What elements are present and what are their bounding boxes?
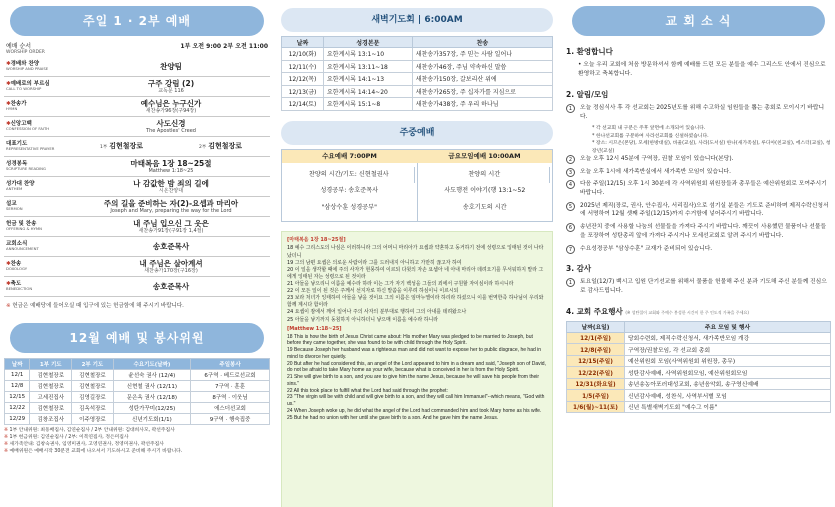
- verse-ko: 19 그의 남편 요셉은 의로운 사람이라 그를 드러내지 아니하고 가만히 끊고자 하여: [287, 259, 462, 266]
- note-line: ※ 새가족안내: 김창숙권사, 임영미권사, 고영연권사, 정영미권사, 곽선주집사: [4, 442, 270, 449]
- verse-en: 24 When Joseph woke up, he did what the angel of the Lord had commanded him and took Mary home as his wife.: [287, 407, 542, 414]
- prayer-leader: 1부 김현철장로: [99, 142, 144, 151]
- order-item-value: 송호준목사: [152, 241, 190, 251]
- table-row: [282, 48, 553, 61]
- order-item-value: 내 주님은 살아계셔 새찬송가170장(구16장): [72, 259, 270, 275]
- table-cell: 신현철 권사 (12/11): [113, 381, 190, 392]
- verse-ko: 20 이 일을 생각할 때에 주의 사자가 현몽하여 이르되 다윗의 자손 요셉아 네 아내 마리아 데려오기를 무서워하지 말라 그에게 잉태된 자는 성령으로 된 것이라: [287, 266, 544, 280]
- events-note: (※ 성탄절이 교회와 주예수 봉성한 시간이 한 주 인도적 가족을 주세요): [625, 309, 749, 315]
- table-cell: 12/31(화요일): [567, 378, 625, 390]
- number-badge: 4: [566, 180, 575, 189]
- verse-en: 23 "The virgin will be with child and will give birth to a son, and they will call him Immanuel"--which means, "God with us.": [287, 394, 545, 408]
- volunteer-notes: [4, 428, 270, 456]
- table-cell: 12/15(주일): [567, 355, 625, 367]
- column-header: 수요기도(날짜): [113, 359, 190, 370]
- table-cell: 12/1: [5, 370, 30, 381]
- welcome-title: 1. 환영합니다: [566, 47, 613, 56]
- order-row: [4, 157, 270, 177]
- table-cell: 김현철장로: [30, 403, 72, 414]
- order-row: [4, 137, 270, 157]
- table-row: [282, 73, 553, 86]
- table-cell: 12/29: [5, 414, 30, 425]
- table-row: [282, 85, 553, 98]
- notice-item: 4 다음 주일(12/15) 오후 1시 30분에 각 사역위원회 위원장들과 총무들은 예산위원회로 모여주시기 바랍니다.: [566, 180, 831, 197]
- table-cell: 12/14(토): [282, 98, 324, 111]
- order-item-sub: 새찬송가96장(구94장): [145, 108, 197, 115]
- dawn-prayer-table: [281, 36, 553, 111]
- column-header: 날짜: [282, 37, 324, 48]
- order-item-value: 예수님은 누구신가 새찬송가96장(구94장): [72, 99, 270, 115]
- order-label-en: WORSHIP ORDER: [6, 50, 45, 55]
- column-header: 날짜: [5, 359, 30, 370]
- table-cell: 요한계시록 15:1~8: [324, 98, 413, 111]
- order-item-label-en: ANTHEM: [6, 186, 23, 192]
- table-cell: 이주영장로: [72, 414, 114, 425]
- number-badge: 5: [566, 202, 575, 211]
- table-cell: 새찬송가357장, 주 믿는 사람 일어나: [412, 48, 552, 61]
- table-cell: 12/22(주일): [567, 367, 625, 379]
- order-item-value: 송호준목사: [152, 281, 190, 291]
- notice-title: 2. 알림/모임: [566, 89, 609, 99]
- order-item-label-en: HYMN: [6, 106, 18, 112]
- order-row: [4, 217, 270, 237]
- notice-item: 6 송년잔치 중에 사용할 나눔의 선물들을 가져다 주시기 바랍니다. 깨끗이 사용했던 물품이나 선물들을 포장하여 성탄총리 앞에 가져다 주시거나 모세선교회로 알려 주시기 바랍니다.: [566, 223, 831, 240]
- order-item-label-en: OFFERING & HYMN: [6, 226, 42, 232]
- table-row: [567, 355, 831, 367]
- table-cell: 김현철장로: [30, 381, 72, 392]
- note-line: ※ 예배위원은 예배시작 30분전 교회에 나오셔서 기도하시고 준비해 주시기 바랍니다.: [4, 449, 270, 456]
- verse-ko: 23 보라 처녀가 잉태하여 아들을 낳을 것이요 그의 이름은 임마누엘이라 하리라 하셨으니 이를 번역한즉 하나님이 우리와 함께 계시다 함이라: [287, 295, 544, 309]
- notice-item: 3 오늘 오후 1시에 새가족반실에서 새가족반 모임이 있습니다.: [566, 168, 831, 177]
- table-cell: 1/5(주일): [567, 390, 625, 402]
- table-cell: 12/1(주일): [567, 332, 625, 344]
- table-row: [5, 370, 270, 381]
- worship-column: [4, 0, 270, 456]
- table-cell: 12/8: [5, 381, 30, 392]
- order-row: [4, 117, 270, 137]
- table-cell: 성탄가꾸미(12/25): [113, 403, 190, 414]
- notice-subnotes: [566, 125, 831, 155]
- order-item-sub: The Apostles' Creed: [146, 128, 196, 135]
- worship-banner: 주일 1 · 2부 예배: [10, 6, 264, 36]
- order-item-value: [72, 142, 270, 151]
- detail-line: 송호기도의 시간: [462, 204, 507, 212]
- order-item-value: 구주 강림 (2) 교독문 116: [72, 79, 270, 95]
- table-cell: 김현철장로: [72, 381, 114, 392]
- thanks-list: [566, 278, 831, 295]
- news-column: [566, 0, 831, 413]
- order-item-label: ✱찬송 DOXOLOGY: [4, 261, 72, 272]
- order-list: [4, 57, 270, 297]
- order-header: [6, 41, 268, 55]
- order-item-value: 나 감값한 밤 죄의 길에 시온찬양대: [72, 179, 270, 195]
- bible-passage: [281, 231, 553, 507]
- column-header: 주일봉사: [191, 359, 270, 370]
- order-item-label: 헌금 및 찬송 OFFERING & HYMN: [4, 221, 72, 232]
- friday-label: 금요모임예배 10:00AM: [417, 150, 552, 163]
- column-header: 날짜(요일): [567, 321, 625, 332]
- events-title: 4. 교회 주요행사 (※ 성탄절이 교회와 주예수 봉성한 시간이 한 주 인도적 가족을 주세요): [566, 306, 749, 316]
- notice-item: 5 2025년 제직(장로, 권사, 안수집사, 서리집사)으로 섬기실 분들은 기도로 준비하며 제직수락신청서에 서명하여 12월 셋째 주일(12/15)까지 수거함에 넣어주시기 바랍니다.: [566, 202, 831, 219]
- detail-line: 사도행전 이야기(행 13:1~52: [444, 187, 526, 195]
- order-item-label-en: CONFESSION OF FAITH: [6, 126, 50, 132]
- notice-item: 1 오늘 정심식사 후 각 선교회는 2025년도를 위해 수고하실 임원들을 뽑는 총회로 모이시기 바랍니다.: [566, 104, 831, 121]
- order-item-label-en: CALL TO WORSHIP: [6, 86, 42, 92]
- order-item-value: 마태복음 1장 18~25절 Matthew 1:18~25: [72, 159, 270, 175]
- volunteer-table: [4, 358, 270, 425]
- table-cell: 구역장/권찰모임, 각 선교회 총회: [625, 344, 831, 356]
- order-item-label: 성경봉독 SCRIPTURE READING: [4, 161, 72, 172]
- note-line: ※ 1부 헌금위원: 김연순집사 / 2부: 이복연집사, 정은미집사: [4, 435, 270, 442]
- order-item-label-en: REPRESENTATIVE PRAYER: [6, 146, 55, 152]
- table-row: [567, 378, 831, 390]
- column-header: 주요 모임 및 행사: [625, 321, 831, 332]
- order-item-label-en: WORSHIP AND PRAISE: [6, 66, 49, 72]
- table-cell: 윤선숙 권사 (12/4): [113, 370, 190, 381]
- wednesday-label: 수요예배 7:00PM: [282, 150, 417, 163]
- number-badge: 6: [566, 223, 575, 232]
- verse-ko: 18 예수 그리스도의 나심은 이러하니라 그의 어머니 마리아가 요셉과 약혼하고 동거하기 전에 성령으로 잉태된 것이 나타났더니: [287, 245, 544, 259]
- star-icon: ✱: [6, 101, 11, 108]
- service-number: 1부: [99, 145, 108, 151]
- order-item-sub: 새찬송가170장(구16장): [144, 268, 198, 275]
- table-cell: 8구역 · 이웃님: [191, 392, 270, 403]
- number-badge: 3: [566, 168, 575, 177]
- thanks-title: 3. 감사: [566, 264, 592, 274]
- order-item-sub: Matthew 1:18~25: [148, 168, 194, 175]
- verse-ko: 21 아들을 낳으리니 이름을 예수라 하라 이는 그가 자기 백성을 그들의 죄에서 구원할 자이심이라 하시니라: [287, 281, 514, 287]
- notice-item: 2 오늘 오후 12시 45분에 구역장, 권찰 모임이 있습니다(본당).: [566, 155, 831, 164]
- order-label: 예배 순서: [6, 43, 32, 50]
- events-table: [566, 321, 831, 414]
- order-item-sub: 새찬송가91장(구91장 1,4절): [138, 228, 204, 235]
- table-cell: 김현철장로: [72, 370, 114, 381]
- order-item-label: 설교 SERMON: [4, 201, 72, 212]
- table-cell: 요한계시록 13:1~10: [324, 48, 413, 61]
- number-badge: 1: [566, 104, 575, 113]
- note-line: ※ 1부 안내위원: 최동배집사, 김연순집사 / 2부 안내위원: 김대희사모, 곽선주집사: [4, 428, 270, 435]
- verse-en: 21 She will give birth to a son, and you are to give him the name Jesus, because he will save his people from their sins.": [287, 374, 540, 387]
- table-cell: 12/11(수): [282, 60, 324, 73]
- verse-en: 18 This is how the birth of Jesus Christ came about: His mother Mary was pledged to be married to Joseph, but before they came together, she was found to be with child through the Holy Spirit.: [287, 333, 533, 347]
- table-cell: 1/6(월)~11(토): [567, 401, 625, 413]
- table-cell: 새찬송가438장, 주 우리 하나님: [412, 98, 552, 111]
- subnote: * 각 선교회 내 구분은 주후 앞면에 소개되어 있습니다.: [592, 125, 831, 132]
- table-cell: 송년송농아포러대성교회, 송년음악회, 송구영신예배: [625, 378, 831, 390]
- order-item-label: ✱축도 BENEDICTION: [4, 281, 72, 292]
- table-cell: 12/8(주일): [567, 344, 625, 356]
- star-icon: ✱: [6, 61, 11, 68]
- table-cell: 새찬송가265장, 주 십자가를 지심으로: [412, 85, 552, 98]
- column-header: 2부 기도: [72, 359, 114, 370]
- verse-ko: 24 요셉이 잠에서 깨어 일어나 주의 사자의 분부대로 행하여 그의 아내를 데려왔으나: [287, 309, 467, 316]
- news-banner: 교 회 소 식: [572, 6, 825, 36]
- order-item-sub: Joseph and Mary, preparing the way for the Lord: [110, 208, 232, 215]
- table-row: [5, 403, 270, 414]
- order-row: [4, 257, 270, 277]
- table-cell: 신년감사예배, 성찬식, 사역부서별 모임: [625, 390, 831, 402]
- volunteer-banner: 12월 예배 및 봉사위원: [10, 323, 264, 353]
- table-cell: 고세진집사: [30, 392, 72, 403]
- order-item-value: 찬양팀: [160, 61, 182, 71]
- table-row: [567, 367, 831, 379]
- column-header: 성경본문: [324, 37, 413, 48]
- order-item-value: 주의 길을 준비하는 자(2)-요셉과 마리아 Joseph and Mary, preparing the way for the Lord: [72, 199, 270, 215]
- order-item-label: 대표기도 REPRESENTATIVE PRAYER: [4, 141, 72, 152]
- table-cell: 9구역 · 행숙집중: [191, 414, 270, 425]
- order-row: [4, 77, 270, 97]
- table-row: [5, 381, 270, 392]
- order-item-label: 교회소식 ANNOUNCEMENT: [4, 241, 72, 252]
- table-cell: 요한계시록 14:14~20: [324, 85, 413, 98]
- order-item-sub: 시온찬양대: [158, 188, 184, 195]
- order-item-label: ✱신앙고백 CONFESSION OF FAITH: [4, 121, 72, 132]
- table-row: [567, 344, 831, 356]
- order-item-label: 성가대 찬양 ANTHEM: [4, 181, 72, 192]
- order-item-label: ✱찬송가 HYMN: [4, 101, 72, 112]
- notice-item: 1 토요일(12/7) 백시고 입원 단기선교를 위해서 물품을 헌물해 주신 분과 기도해 주신 분들께 진심으로 감사드립니다.: [566, 278, 831, 295]
- prayer-leader: 2부 김현철장로: [198, 142, 243, 151]
- order-row: [4, 97, 270, 117]
- verse-ko: 22 이 모든 일이 된 것은 주께서 선지자로 하신 말씀을 이루려 하심이니 이르시되: [287, 288, 459, 295]
- table-cell: 6구역 · 베드로선교회: [191, 370, 270, 381]
- subnote: * 한나선교회를 구분하여 사라선교회를 신설하였습니다.: [592, 133, 831, 140]
- friday-details: [418, 163, 553, 222]
- table-cell: 새찬송가46장, 주님 약속하신 말씀: [412, 60, 552, 73]
- table-row: [567, 390, 831, 402]
- table-cell: 12/10(화): [282, 48, 324, 61]
- table-cell: 문은옥 권사 (12/18): [113, 392, 190, 403]
- order-item-label: ✱경배와 찬양 WORSHIP AND PRAISE: [4, 61, 72, 72]
- order-row: [4, 197, 270, 217]
- order-item-value: 내 주님 입으신 그 옷은 새찬송가91장(구91장 1,4절): [72, 219, 270, 235]
- table-cell: 신년 특별새벽기도회 "예수그 이름": [625, 401, 831, 413]
- detail-line: 찬양의 시간: [420, 167, 551, 184]
- table-cell: 12/15: [5, 392, 30, 403]
- table-cell: 김영길장로: [72, 392, 114, 403]
- order-item-value: 사도신경 The Apostles' Creed: [72, 119, 270, 135]
- order-row: [4, 177, 270, 197]
- order-row: [4, 57, 270, 77]
- order-item-label: ✱예배로의 부르심 CALL TO WORSHIP: [4, 81, 72, 92]
- order-item-label-en: SERMON: [6, 206, 23, 212]
- table-row: [5, 414, 270, 425]
- verse-en: 20 But after he had considered this, an angel of the Lord appeared to him in a dream and said, "Joseph son of David, do not be afraid to take Mary home as your wife, because what is conceived in her is from the Holy Spirit.: [287, 360, 546, 374]
- star-icon: ✱: [6, 81, 11, 88]
- order-item-label-en: SCRIPTURE READING: [6, 166, 46, 172]
- table-row: [282, 60, 553, 73]
- verse-en: 25 But he had no union with her until she gave birth to a son. And he gave him the name Jesus.: [287, 414, 499, 421]
- notice-list: [566, 104, 831, 253]
- table-row: [567, 401, 831, 413]
- order-item-sub: 교독문 116: [158, 88, 184, 95]
- order-row: [4, 277, 270, 297]
- welcome-text: • 오늘 우리 교회에 처음 방문하셔서 함께 예배를 드린 모든 분들을 예수 그리스도 안에서 진심으로 환영하고 축복합니다.: [578, 62, 826, 77]
- subnote: * 장소: 시므온(본당), 모세(한방대실), 바울(교실), 사라(도서실) 한나(새가족실), 루디아(친교실), 에스더(교실), 청장년(교실): [592, 140, 831, 155]
- column-header: 1부 기도: [30, 359, 72, 370]
- service-number: 2부: [198, 145, 207, 151]
- weekday-worship-box: [281, 149, 553, 223]
- table-cell: 12/22: [5, 403, 30, 414]
- number-badge: 7: [566, 245, 575, 254]
- verse-ko: 25 아들을 낳기까지 동침하지 아니하더니 낳으매 이름을 예수라 하니라: [287, 316, 438, 323]
- table-cell: 7구역 · 훈훈: [191, 381, 270, 392]
- table-cell: 12/12(목): [282, 73, 324, 86]
- order-item-label-en: BENEDICTION: [6, 286, 33, 292]
- table-cell: 신년기도회(1/1): [113, 414, 190, 425]
- notice-item: 7 수요성경공부 "삼상수훈" 교재가 준비되어 있습니다.: [566, 245, 831, 254]
- verse-en: 19 Because Joseph her husband was a righteous man and did not want to expose her to public disgrace, he had in mind to divorce her quietly.: [287, 347, 542, 360]
- offering-note: ※ 헌금은 예배당에 들어오실 때 입구에 있는 헌금함에 해 주시기 바랍니다.: [6, 301, 268, 309]
- order-item-label-en: ANNOUNCEMENT: [6, 246, 39, 252]
- order-item-label-en: DOXOLOGY: [6, 266, 28, 272]
- star-icon: ✱: [6, 121, 11, 128]
- table-cell: 에스더선교회: [191, 403, 270, 414]
- verse-en: 22 All this took place to fulfill what the Lord had said through the prophet:: [287, 387, 448, 394]
- table-cell: 김현철장로: [30, 370, 72, 381]
- table-cell: 요한계시록 13:11~18: [324, 60, 413, 73]
- table-cell: 김옥석장로: [72, 403, 114, 414]
- table-cell: 요한계시록 14:1~13: [324, 73, 413, 86]
- table-cell: 12/13(금): [282, 85, 324, 98]
- table-row: [567, 332, 831, 344]
- table-row: [5, 392, 270, 403]
- table-cell: 예산위원회 모임(사역위원회 위원장, 총무): [625, 355, 831, 367]
- dawn-prayer-title: 새벽기도회 | 6:00AM: [281, 8, 553, 32]
- bible-ref-ko: [마태복음 1장 18~25절]: [287, 237, 346, 244]
- table-cell: 성탄감사예배, 사역위원회모임, 예산위원회모임: [625, 367, 831, 379]
- table-row: [282, 98, 553, 111]
- service-times: 1부 오전 9:00 2부 오전 11:00: [180, 43, 268, 50]
- star-icon: ✱: [6, 281, 11, 288]
- number-badge: 1: [566, 278, 575, 287]
- order-row: [4, 237, 270, 257]
- wednesday-details: [282, 163, 418, 222]
- table-cell: 김창조집사: [30, 414, 72, 425]
- weekday-worship-title: 주중예배: [281, 121, 553, 145]
- bible-ref-en: [Matthew 1:18~25]: [287, 325, 342, 332]
- star-icon: ✱: [6, 261, 11, 268]
- prayer-column: [281, 0, 553, 507]
- detail-line: "삼상수훈 성경공부": [321, 204, 377, 212]
- table-cell: 당회수련회, 제직수락신청서, 새가족반모임 개강: [625, 332, 831, 344]
- table-cell: 새찬송가150장, 갈보리산 위에: [412, 73, 552, 86]
- detail-line: 찬양의 시간/기도: 신현철권사: [284, 167, 415, 184]
- detail-line: 성경공부: 송호준목사: [320, 187, 379, 195]
- column-header: 찬송: [412, 37, 552, 48]
- number-badge: 2: [566, 155, 575, 164]
